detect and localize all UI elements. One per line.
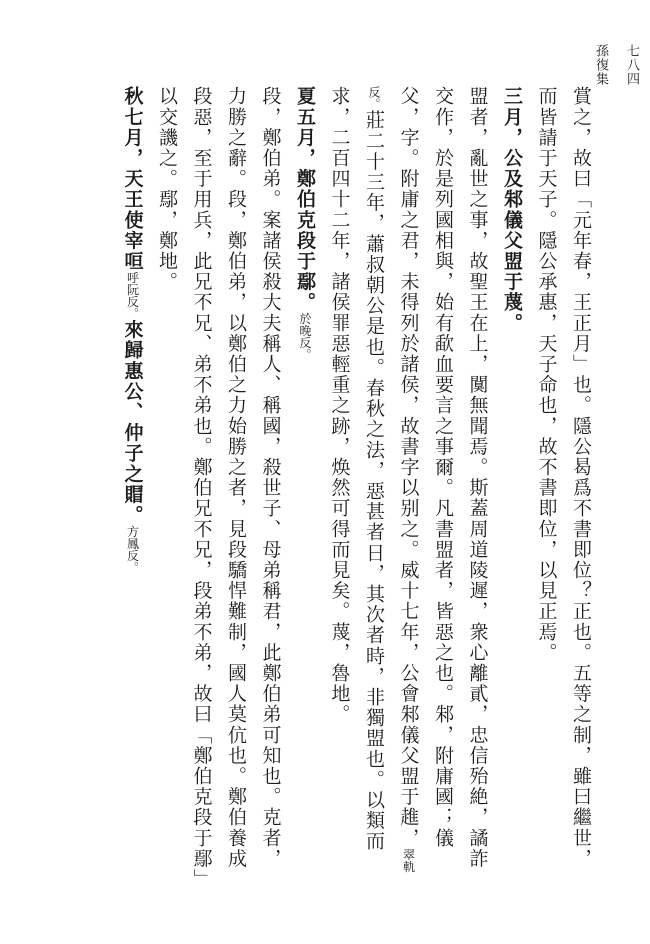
commentary-text: 莊二十三年，蕭叔朝公是也。春秋之法，惡甚者日，其次者時，非獨盟也。以類而求，二百四十二年，諸侯罪惡輕重之跡，焕然可得而見矣。蔑，魯地。: [328, 86, 385, 852]
page-number: 七八四: [624, 44, 639, 86]
commentary-paragraph-3: [150, 86, 288, 886]
commentary-text: 賞之，故曰「元年春，王正月」也。隱公曷爲不書即位？正也。五等之制，雖曰繼世，而皆請于天子。隱公承惠，天子命也，故不書即位，以見正焉。: [535, 86, 592, 869]
classic-entry-2: [288, 86, 323, 886]
pronunciation-note: 翠軌反。: [367, 86, 416, 873]
text-body: [58, 86, 598, 886]
pronunciation-note: 於晚反。: [298, 312, 312, 361]
pronunciation-note: 呼阮反。: [125, 271, 140, 320]
commentary-paragraph-1: [529, 86, 598, 886]
classic-heading: 秋七月，天王使宰咺: [121, 86, 144, 272]
book-title: 孫復集: [593, 44, 608, 86]
classic-entry-1: [495, 86, 530, 886]
commentary-text: 段，鄭伯弟。案諸侯殺大夫稱人、稱國，殺世子、母弟稱君，此鄭伯弟可知也。克者，力勝之辭。段，鄭伯弟，以鄭伯之力始勝之者，見段驕悍難制，國人莫伉也。鄭伯養成段惡，至于用兵，此兄不兄、弟不弟也。鄭伯兄不兄，段弟不弟，故曰「鄭伯克段于鄢」以交譏之。鄢，鄭地。: [156, 86, 282, 880]
classic-entry-3: [115, 86, 150, 886]
pronunciation-note: 方鳳反。: [125, 525, 140, 574]
classic-heading: 三月，公及邾儀父盟于蔑。: [501, 86, 523, 334]
classic-heading: 來歸惠公、仲子之賵。: [121, 319, 144, 526]
classic-heading: 夏五月，鄭伯克段于鄢。: [294, 86, 316, 313]
commentary-text: 盟者，亂世之事，故聖王在上，闃無聞焉。斯蓋周道陵遲，衆心離貳，忠信殆絶，譎詐交作，於是列國相與，始有歃血要言之事爾。凡書盟者，皆惡之也。邾，附庸國；儀父，字。附庸之君，未得列於諸侯，故書字以别之。威十七年，公會邾儀父盟于趡，: [397, 86, 489, 869]
commentary-paragraph-2: [322, 86, 495, 886]
